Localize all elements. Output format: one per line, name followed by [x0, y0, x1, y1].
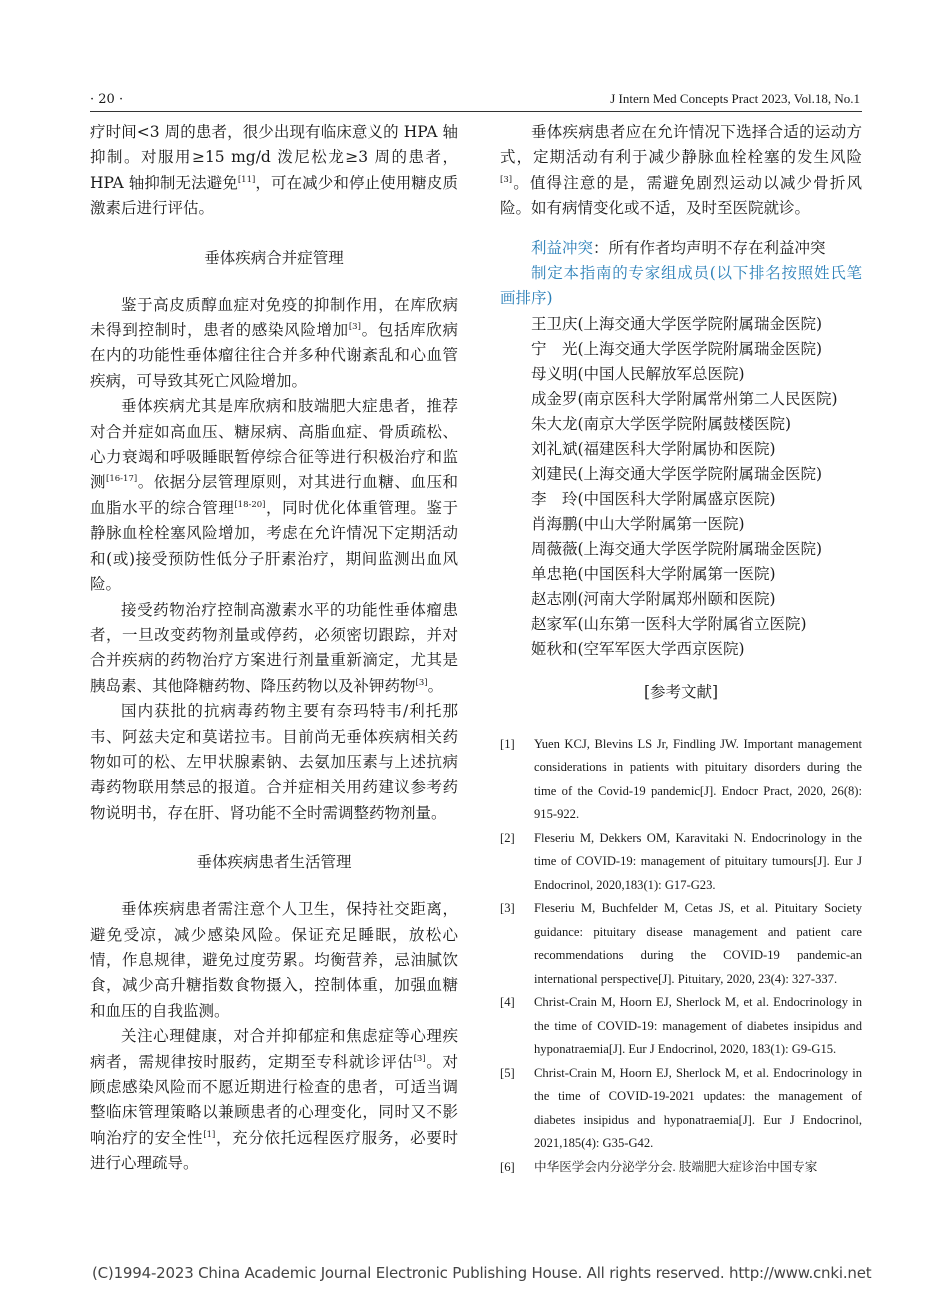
member-list: [500, 312, 862, 662]
member-item: 赵志刚(河南大学附属郑州颐和医院): [531, 589, 776, 608]
paragraph: 国内获批的抗病毒药物主要有奈玛特韦/利托那韦、阿兹夫定和莫诺拉韦。目前尚无垂体疾病相关药物如可的松、左甲状腺素钠、去氨加压素与上述抗病毒药物联用禁忌的报道。合并症相关用药建议参考药物说明书，存在肝、肾功能不全时需调整药物剂量。: [90, 702, 458, 822]
reference-text: Fleseriu M, Dekkers OM, Karavitaki N. Endocrinology in the time of COVID-19: management of pituitary tumours[J]. Eur J Endocrinol, 2020,183(1): G17-G23.: [534, 830, 862, 892]
references-heading: [参考文献]: [643, 682, 719, 701]
member-item: 赵家军(山东第一医科大学附属省立医院): [531, 614, 807, 633]
copyright-footer: (C)1994-2023 China Academic Journal Electronic Publishing House. All rights reserved. http://www.cnki.net: [92, 1264, 872, 1282]
member-item: 宁 光(上海交通大学医学院附属瑞金医院): [531, 339, 823, 358]
reference-item: [500, 827, 862, 898]
member-item: 王卫庆(上海交通大学医学院附属瑞金医院): [531, 314, 823, 333]
reference-number: [5]: [500, 1065, 515, 1080]
reference-item: [500, 733, 862, 827]
paragraph: 接受药物治疗控制高激素水平的功能性垂体瘤患者，一旦改变药物剂量或停药，必须密切跟踪，并对合并疾病的药物治疗方案进行剂量重新滴定，尤其是胰岛素、其他降糖药物、降压药物以及补钾药物[3]。: [90, 600, 458, 695]
reference-text: Fleseriu M, Buchfelder M, Cetas JS, et al. Pituitary Society guidance: pituitary disease management and patient care recommendations during the COVID-19 pandemic-an international perspective[J]. Pituitary, 2020, 23(4): 327-337.: [534, 901, 862, 986]
reference-list: [500, 733, 862, 1180]
member-item: 单忠艳(中国医科大学附属第一医院): [531, 564, 776, 583]
reference-item: [500, 991, 862, 1062]
members-heading: 制定本指南的专家组成员(以下排名按照姓氏笔画排序): [500, 264, 862, 308]
member-item: 周薇薇(上海交通大学医学院附属瑞金医院): [531, 539, 823, 558]
member-item: 刘建民(上海交通大学医学院附属瑞金医院): [531, 464, 823, 483]
reference-text: Christ-Crain M, Hoorn EJ, Sherlock M, et al. Endocrinology in the time of COVID-19-2021 updates: the management of diabetes insipidus and hyponatraemia[J]. Eur J Endocrinol, 2021,185(4): G35-G42.: [534, 1065, 862, 1151]
reference-text: Christ-Crain M, Hoorn EJ, Sherlock M, et al. Endocrinology in the time of COVID-19: management of diabetes insipidus and hyponatraemia[J]. Eur J Endocrinol, 2020, 183(1): G9-G15.: [534, 995, 862, 1057]
reference-number: [6]: [500, 1159, 515, 1174]
journal-header: J Intern Med Concepts Pract 2023, Vol.18, No.1: [610, 91, 860, 106]
section-heading: 垂体疾病患者生活管理: [196, 853, 352, 872]
conflict-statement: 利益冲突：所有作者均声明不存在利益冲突: [531, 238, 826, 257]
paragraph: 疗时间<3 周的患者，很少出现有临床意义的 HPA 轴抑制。对服用≥15 mg/d 泼尼松龙≥3 周的患者，HPA 轴抑制无法避免[11]，可在减少和停止使用糖皮质激素后进行评估。: [90, 123, 458, 218]
section-heading: 垂体疾病合并症管理: [204, 248, 344, 267]
left-column: [90, 120, 458, 1177]
member-item: 母义明(中国人民解放军总医院): [531, 364, 745, 383]
reference-item: [500, 897, 862, 991]
reference-text: 中华医学会内分泌学分会. 肢端肥大症诊治中国专家: [534, 1159, 818, 1174]
page-number: · 20 ·: [90, 92, 124, 107]
paragraph: 垂体疾病患者需注意个人卫生，保持社交距离，避免受凉，减少感染风险。保证充足睡眠，放松心情，作息规律，避免过度劳累。均衡营养，忌油腻饮食，减少高升糖指数食物摄入，控制体重，加强血糖和血压的自我监测。: [90, 900, 458, 1020]
reference-item: [500, 1156, 862, 1180]
reference-number: [3]: [500, 901, 515, 916]
member-item: 朱大龙(南京大学医学院附属鼓楼医院): [531, 414, 792, 433]
reference-number: [1]: [500, 736, 515, 751]
reference-number: [2]: [500, 830, 515, 845]
right-column: [500, 120, 862, 1179]
member-item: 李 玲(中国医科大学附属盛京医院): [531, 489, 776, 508]
member-item: 成金罗(南京医科大学附属常州第二人民医院): [531, 389, 838, 408]
reference-number: [4]: [500, 995, 515, 1010]
paragraph: 垂体疾病尤其是库欣病和肢端肥大症患者，推荐对合并症如高血压、糖尿病、高脂血症、骨质疏松、心力衰竭和呼吸睡眠暂停综合征等进行积极治疗和监测[16-17]。依据分层管理原则，对其进行血糖、血压和血脂水平的综合管理[18-20]，同时优化体重管理。鉴于静脉血栓栓塞风险增加，考虑在允许情况下定期活动和(或)接受预防性低分子肝素治疗，期间监测出血风险。: [90, 397, 458, 594]
paragraph: 垂体疾病患者应在允许情况下选择合适的运动方式，定期活动有利于减少静脉血栓栓塞的发生风险[3]。值得注意的是，需避免剧烈运动以减少骨折风险。如有病情变化或不适，及时至医院就诊。: [500, 123, 862, 218]
reference-text: Yuen KCJ, Blevins LS Jr, Findling JW. Important management considerations in patients with pituitary disorders during the time of the Covid-19 pandemic[J]. Endocr Pract, 2020, 26(8): 915-922.: [534, 736, 862, 822]
reference-item: [500, 1062, 862, 1156]
member-item: 肖海鹏(中山大学附属第一医院): [531, 514, 745, 533]
member-item: 刘礼斌(福建医科大学附属协和医院): [531, 439, 776, 458]
header-rule: [90, 111, 862, 112]
paragraph: 关注心理健康，对合并抑郁症和焦虑症等心理疾病者，需规律按时服药，定期至专科就诊评估[3]。对顾虑感染风险而不愿近期进行检查的患者，可适当调整临床管理策略以兼顾患者的心理变化，同时又不影响治疗的安全性[1]，充分依托远程医疗服务，必要时进行心理疏导。: [90, 1027, 458, 1173]
member-item: 姬秋和(空军军医大学西京医院): [531, 639, 745, 658]
paragraph: 鉴于高皮质醇血症对免疫的抑制作用，在库欣病未得到控制时，患者的感染风险增加[3]。包括库欣病在内的功能性垂体瘤往往合并多种代谢紊乱和心血管疾病，可导致其死亡风险增加。: [90, 295, 458, 390]
